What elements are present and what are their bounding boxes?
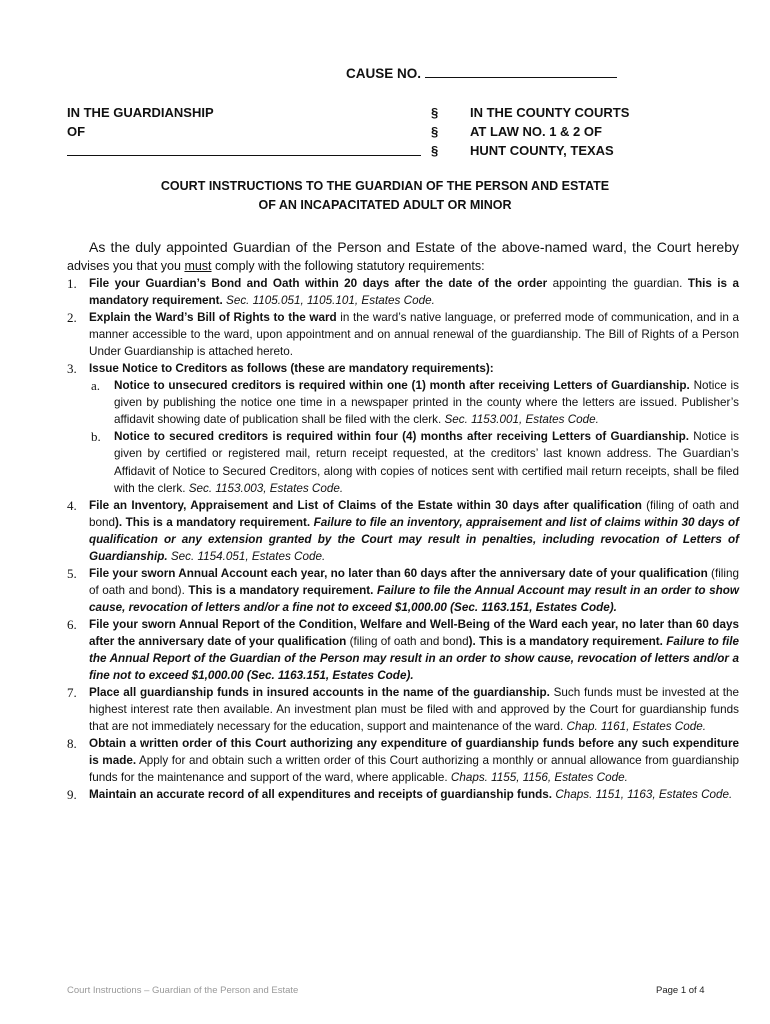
item-emphasis: ). This is a mandatory requirement. [115,515,311,529]
item-text: appointing the guardian. [547,277,688,290]
cause-number-blank [425,65,617,78]
cause-label: CAUSE NO. [346,66,422,81]
left-caption [67,103,214,141]
intro-line: As the duly appointed Guardian of the Person and Estate of the above-named ward, the Court hereby [89,239,739,255]
intro-paragraph [67,238,739,276]
item-citation: Chaps. 1151, 1163, Estates Code. [555,788,733,802]
sub-item-letter: a. [91,378,101,394]
sub-item-heading: Notice to secured creditors is required within four (4) months after receiving Letters of Guardianship. [114,430,690,444]
item-text: (filing of oath and bond [346,634,469,648]
item-emphasis: This is a mandatory requirement. [188,583,374,597]
item-number: 2. [67,310,77,326]
list-item [67,309,739,360]
item-number: 4. [67,497,77,513]
intro-text: comply with the following statutory requirements: [211,259,485,273]
item-citation: Chaps. 1155, 1156, Estates Code. [450,771,628,785]
sub-item-text: Notice is given by publishing the notice one time in a newspaper printed in the county where the letters are issued. Publisher’s affidavit showing date of publication shall be filed with the clerk. [114,379,739,427]
item-heading: File your sworn Annual Account each year, no later than 60 days after the anniversary date of your qualification [89,566,708,580]
item-warning: Failure to file the Annual Report of the Guardian of the Person may result in an order to show cause, revocation of letters and/or a fine not to exceed $1,000.00 (Sec. 1163.151, Estates Code). [89,634,739,683]
item-heading: File your Guardian’s Bond and Oath within 20 days after the date of the order [89,277,548,290]
item-citation: Chap. 1161, Estates Code. [566,720,706,734]
list-item [67,360,739,377]
sub-item [67,428,739,496]
requirements-list [67,275,739,803]
list-item [67,565,739,616]
caption-line: OF [67,124,86,139]
list-item [67,616,739,684]
cause-number-line [346,65,617,81]
item-citation: Sec. 1154.051, Estates Code. [167,549,326,563]
sub-item-letter: b. [91,429,101,445]
item-number: 8. [67,736,77,752]
must-emphasis: must [184,259,212,273]
document-title [0,177,770,215]
sub-item-citation: Sec. 1153.003, Estates Code. [188,481,344,495]
caption-line: IN THE COUNTY COURTS [470,105,630,120]
item-number: 3. [67,361,77,377]
item-heading: Place all guardianship funds in insured accounts in the name of the guardianship. [89,686,550,700]
item-warning: Failure to file the Annual Account may result in an order to show cause, revocation of letters and/or a fine not to exceed $1,000.00 (Sec. 1163.151, Estates Code). [89,583,739,614]
item-text: Apply for and obtain such a written order of this Court authorizing a monthly or annual allowance from guardianship funds for the maintenance and support of the ward, where applicable. [89,754,739,785]
item-warning: Failure to file an inventory, appraisement and list of claims within 30 days of qualification or any extension granted by the Court may result in penalties, including revocation of Letters of Guardianship. [89,515,739,563]
item-heading: File your sworn Annual Report of the Condition, Welfare and Well-Being of the Ward each year, no later than 60 days after the anniversary date of your qualification [89,617,739,648]
caption-line: HUNT COUNTY, TEXAS [470,143,614,158]
intro-line [67,257,739,276]
item-citation: Sec. 1105.051, 1105.101, Estates Code. [222,294,435,308]
list-item [67,275,739,309]
item-number: 6. [67,616,77,632]
section-marks [431,103,438,160]
item-text: Such funds must be invested at the highest interest rate then available. An investment plan must be filed with and approved by the Court for guardianship funds that are not immediately necessary for the education, support and maintenance of the ward. [89,686,739,734]
list-item [67,735,739,786]
title-line: COURT INSTRUCTIONS TO THE GUARDIAN OF THE PERSON AND ESTATE [160,179,610,193]
ward-name-blank [67,155,421,156]
intro-text: advises you that you [67,259,185,273]
item-number: 1. [67,276,77,291]
list-item [67,497,739,565]
sub-item-heading: Notice to unsecured creditors is required within one (1) month after receiving Letters of Guardianship. [114,379,690,393]
sub-item-text: Notice is given by certified or registered mail, return receipt requested, at the creditors’ last known address. The Guardian’s Affidavit of Notice to Secured Creditors, along with copies of notices sent with certified mail return receipts, shall be filed with the clerk. [114,430,739,495]
item-text: in the ward’s native language, or preferred mode of communication, and in a manner accessible to the ward, upon appointment and on annual renewal of the guardianship. The Bill of Rights of a Person Under Guardianship is attached hereto. [89,311,739,359]
section-mark: § [431,143,439,158]
item-number: 9. [67,787,77,803]
item-heading: Issue Notice to Creditors as follows (these are mandatory requirements): [89,362,494,376]
section-mark: § [431,105,439,120]
item-heading: Maintain an accurate record of all expenditures and receipts of guardianship funds. [89,788,553,802]
item-number: 7. [67,685,77,701]
item-heading: Explain the Ward’s Bill of Rights to the ward [89,311,337,325]
item-text: (filing of oath and bond). [89,566,739,597]
item-emphasis: This is a mandatory requirement. [89,277,739,308]
list-item [67,786,739,803]
item-heading: File an Inventory, Appraisement and List of Claims of the Estate within 30 days after qualification [89,498,642,512]
caption-line: IN THE GUARDIANSHIP [67,105,214,120]
item-emphasis: ). This is a mandatory requirement. [468,634,663,648]
sub-item-citation: Sec. 1153.001, Estates Code. [444,413,599,427]
item-number: 5. [67,565,77,581]
section-mark: § [431,124,439,139]
item-text: (filing of oath and bond [89,498,739,529]
item-heading: Obtain a written order of this Court authorizing any expenditure of guardianship funds before any such expenditure is made. [89,737,739,768]
title-line: OF AN INCAPACITATED ADULT OR MINOR [258,198,512,212]
caption-line: AT LAW NO. 1 & 2 OF [470,124,602,139]
list-item [67,684,739,735]
court-caption [470,103,629,160]
page-number: Page 1 of 4 [656,985,705,996]
footer-title: Court Instructions – Guardian of the Person and Estate [67,985,299,996]
sub-item [67,377,739,428]
